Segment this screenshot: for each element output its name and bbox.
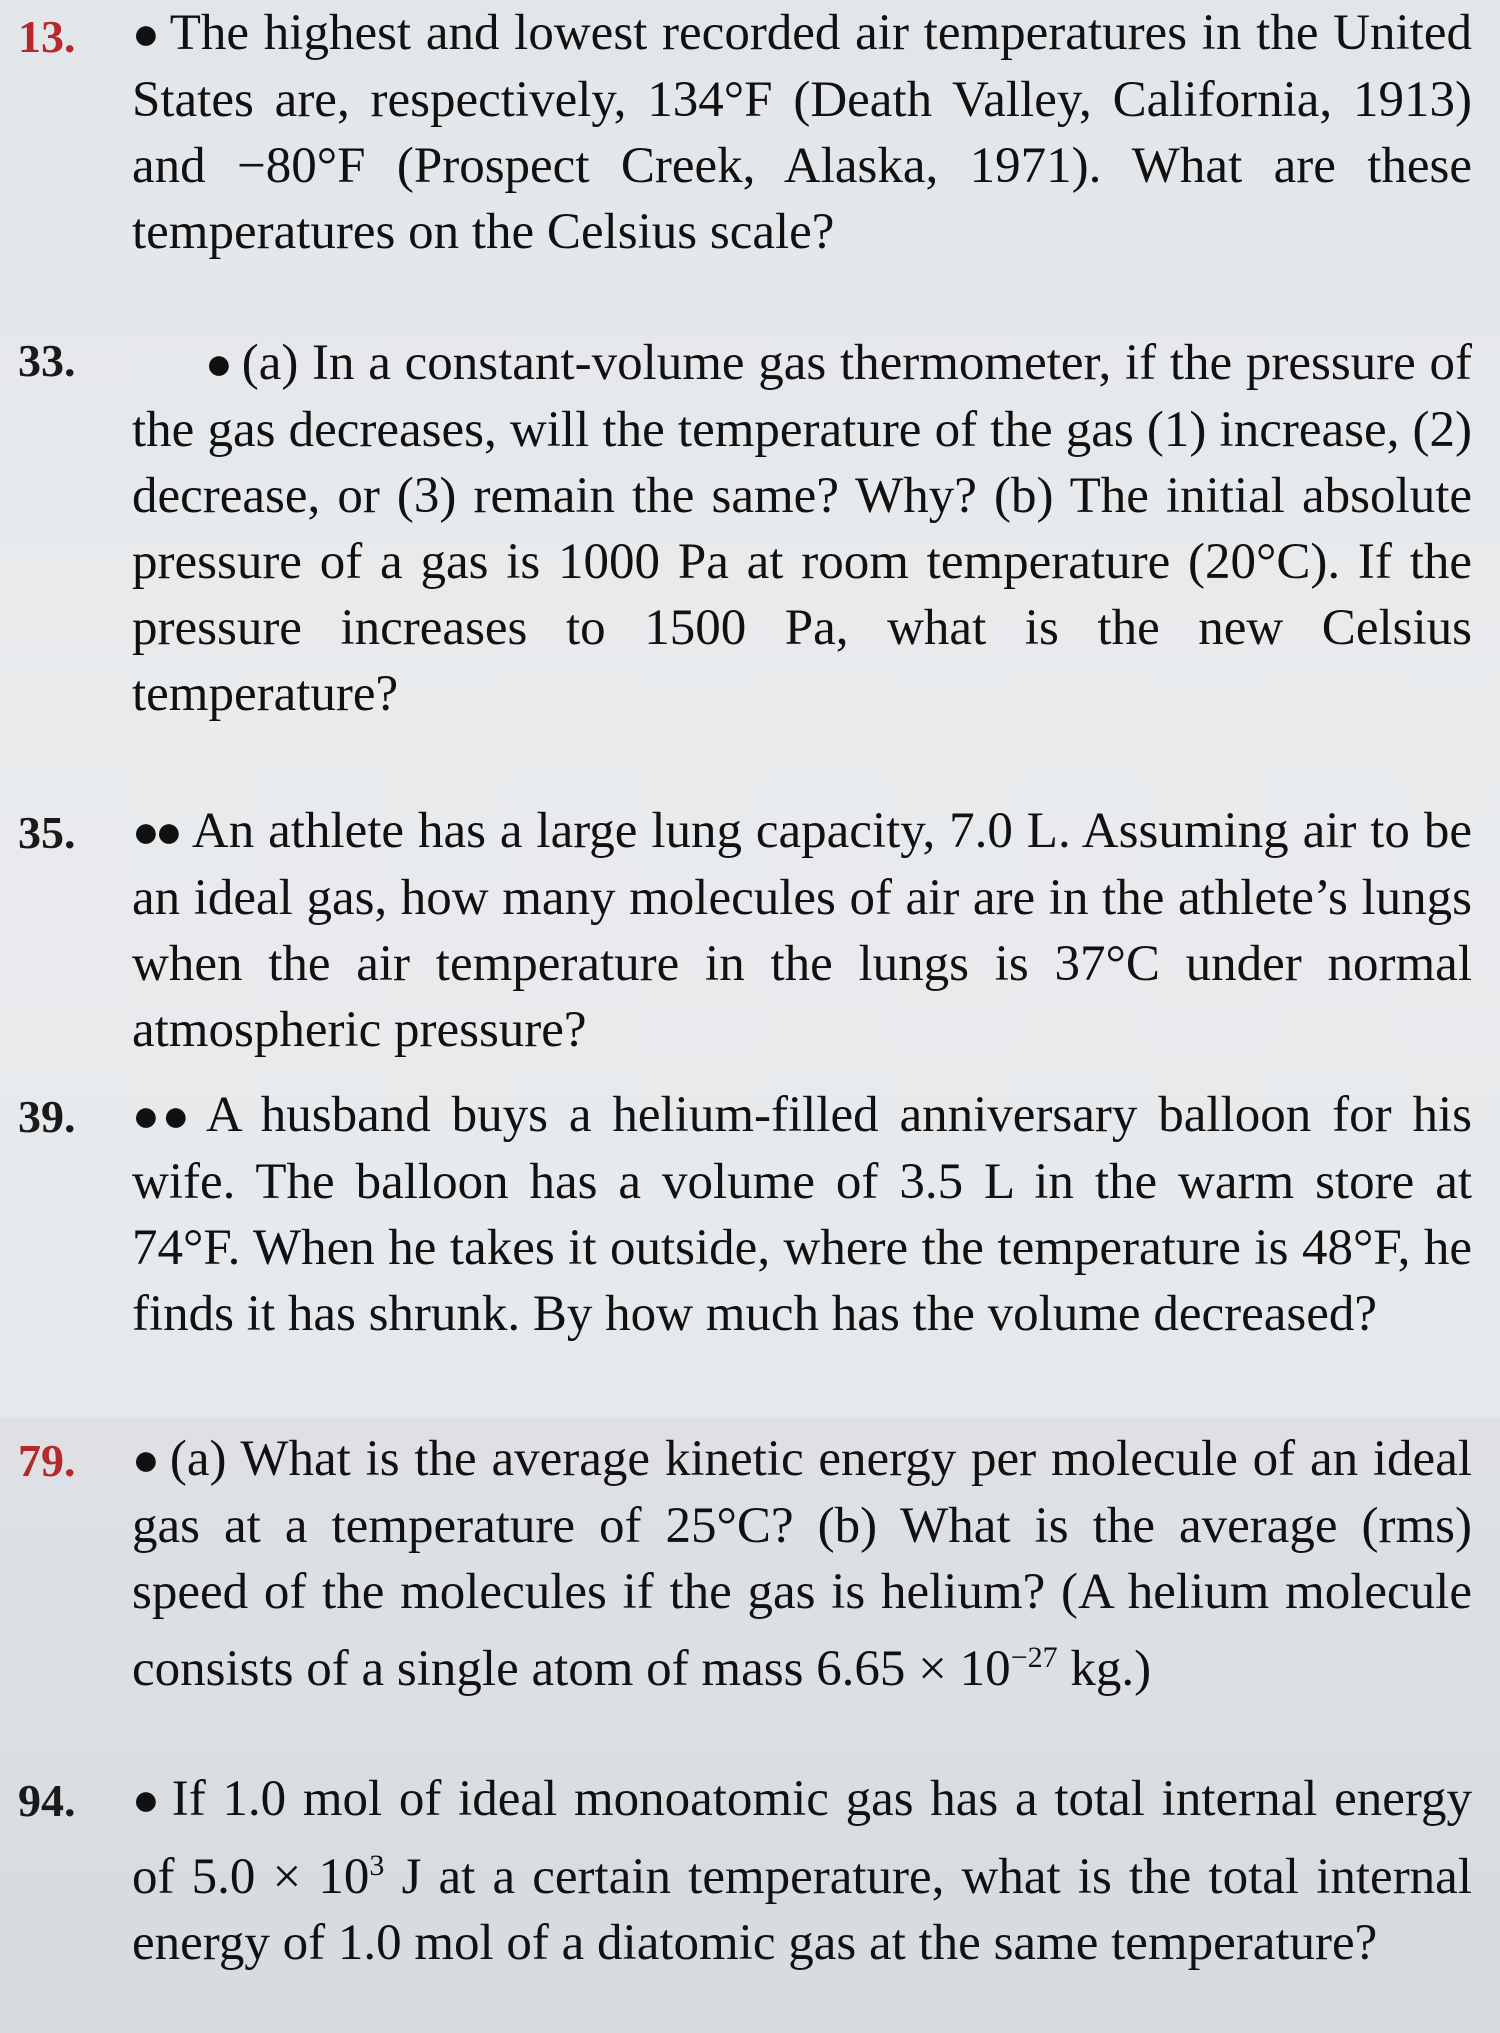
- problem-number: 94.: [18, 1775, 76, 1826]
- problem-text: [132, 798, 1472, 1063]
- problem-text: [132, 1766, 1472, 1976]
- problem-text: [132, 1082, 1472, 1347]
- problem-number: 79.: [18, 1435, 76, 1486]
- difficulty-bullets: ●: [132, 8, 156, 59]
- difficulty-bullets: ●: [132, 1774, 158, 1825]
- problem-text: [132, 330, 1472, 727]
- problem-statement: A husband buys a helium-filled anniversary balloon for his wife. The balloon has a volume of 3.5 L in the warm store at 74°F. When he takes it outside, where the temperature is 48°F, he finds it has shrunk. By how much has the volume decreased?: [132, 1087, 1472, 1342]
- problem-number: 13.: [18, 11, 76, 62]
- problem-text: [132, 0, 1472, 265]
- problem-number: 35.: [18, 807, 76, 858]
- problem-statement: An athlete has a large lung capacity, 7.0 L. Assuming air to be an ideal gas, how many molecules of air are in the athlete’s lungs when the air temperature in the lungs is 37°C under normal atmospheric pressure?: [132, 803, 1472, 1058]
- problem-statement-end: J at a certain temperature, what is the total internal energy of 1.0 mol of a diatomic gas at the same temperature?: [132, 1849, 1472, 1971]
- problem-statement: (a) What is the average kinetic energy per molecule of an ideal gas at a temperature of 25°C? (b) What is the average (rms) speed of the molecules if the gas is helium? (A helium molecule consists of a single atom of mass 6.65 × 10: [132, 1431, 1472, 1697]
- problem-statement: If 1.0 mol of ideal monoatomic gas has a total internal energy of 5.0 × 10: [132, 1771, 1472, 1905]
- problem-number: 39.: [18, 1091, 76, 1142]
- difficulty-bullets: ●: [204, 338, 228, 389]
- exponent: 3: [369, 1849, 385, 1882]
- exponent: −27: [1010, 1641, 1058, 1674]
- problem-statement: The highest and lowest recorded air temperatures in the United States are, respectively, 134°F (Death Valley, California, 1913) and −80°F (Prospect Creek, Alaska, 1971). What are these temperatures on the Celsius scale?: [132, 5, 1472, 260]
- difficulty-bullets: ●●: [132, 806, 178, 857]
- problem-statement: (a) In a constant-volume gas thermometer, if the pressure of the gas decreases, will the temperature of the gas (1) increase, (2) decrease, or (3) remain the same? Why? (b) The initial absolute pressure of a gas is 1000 Pa at room temperature (20°C). If the pressure increases to 1500 Pa, what is the new Celsius temperature?: [132, 335, 1472, 722]
- difficulty-bullets: ●●: [132, 1090, 192, 1141]
- problem-text: [132, 1426, 1472, 1702]
- problem-number: 33.: [18, 335, 76, 386]
- difficulty-bullets: ●: [132, 1434, 156, 1485]
- problem-statement-end: kg.): [1057, 1641, 1152, 1697]
